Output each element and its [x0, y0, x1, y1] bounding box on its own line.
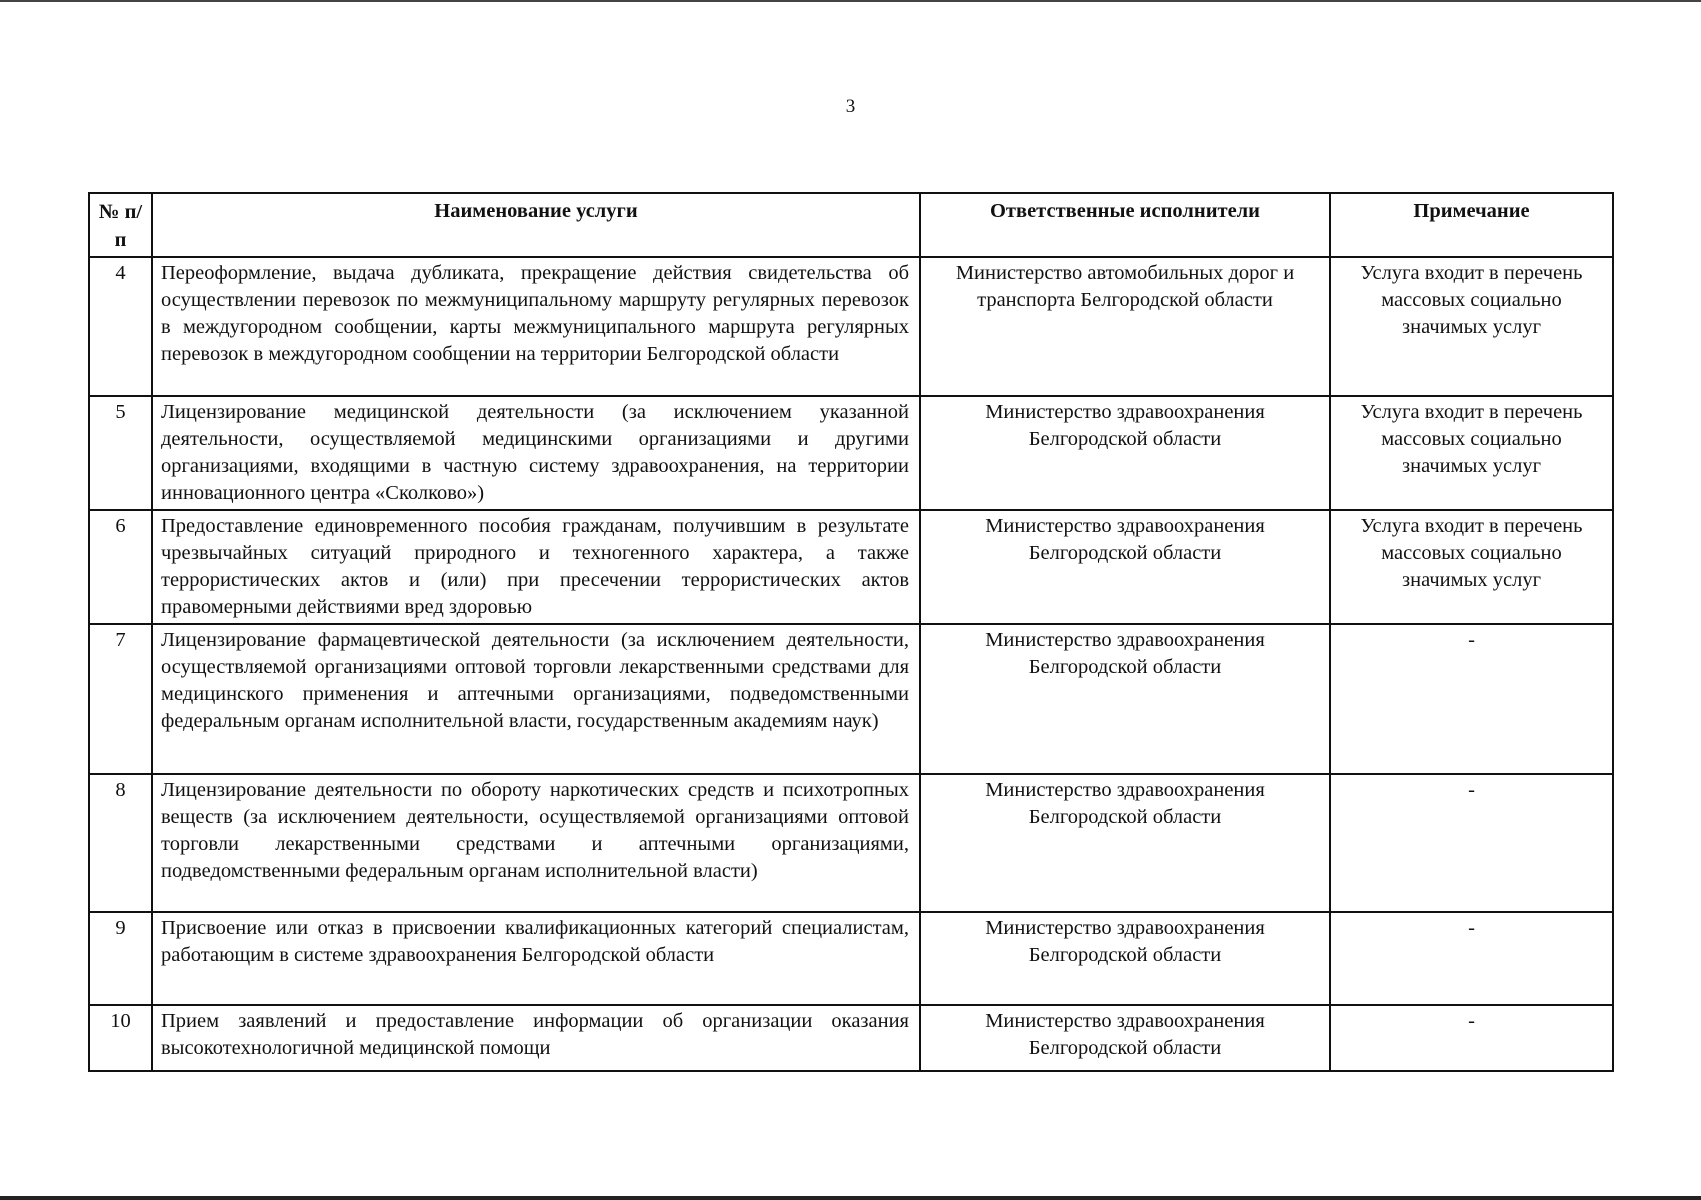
table-header-row	[89, 193, 1613, 257]
row-executors: Министерство здравоохранения Белгородской области	[920, 1005, 1330, 1071]
row-num: 5	[89, 396, 152, 510]
scan-edge-bottom	[0, 1196, 1701, 1200]
row-note: Услуга входит в перечень массовых социально значимых услуг	[1330, 257, 1613, 396]
row-note: -	[1330, 774, 1613, 912]
row-service-name: Лицензирование медицинской деятельности (за исключением указанной деятельности, осуществляемой медицинскими организациями и другими организациями, входящими в частную систему здравоохранения, на территории инновационного центра «Сколково»)	[152, 396, 920, 510]
row-note: Услуга входит в перечень массовых социально значимых услуг	[1330, 396, 1613, 510]
table-row	[89, 510, 1613, 624]
row-service-name: Предоставление единовременного пособия гражданам, получившим в результате чрезвычайных ситуаций природного и техногенного характера, а также террористических актов и (или) при пресечении террористических актов правомерными действиями вред здоровью	[152, 510, 920, 624]
row-num: 6	[89, 510, 152, 624]
table-row	[89, 396, 1613, 510]
header-note: Примечание	[1330, 193, 1613, 257]
services-table	[88, 192, 1614, 1072]
row-service-name: Присвоение или отказ в присвоении квалификационных категорий специалистам, работающим в системе здравоохранения Белгородской области	[152, 912, 920, 1005]
row-executors: Министерство здравоохранения Белгородской области	[920, 912, 1330, 1005]
row-service-name: Переоформление, выдача дубликата, прекращение действия свидетельства об осуществлении перевозок по межмуниципальному маршруту регулярных перевозок в междугородном сообщении, карты межмуниципального маршрута регулярных перевозок в междугородном сообщении на территории Белгородской области	[152, 257, 920, 396]
row-note: -	[1330, 912, 1613, 1005]
row-executors: Министерство здравоохранения Белгородской области	[920, 774, 1330, 912]
table-row	[89, 624, 1613, 774]
table-row	[89, 912, 1613, 1005]
row-num: 8	[89, 774, 152, 912]
table-row	[89, 257, 1613, 396]
table-row	[89, 1005, 1613, 1071]
header-name: Наименование услуги	[152, 193, 920, 257]
row-num: 10	[89, 1005, 152, 1071]
header-num: № п/п	[89, 193, 152, 257]
table-row	[89, 774, 1613, 912]
row-executors: Министерство здравоохранения Белгородской области	[920, 396, 1330, 510]
row-num: 7	[89, 624, 152, 774]
row-service-name: Лицензирование фармацевтической деятельности (за исключением деятельности, осуществляемой организациями оптовой торговли лекарственными средствами для медицинского применения и аптечными организациями, подведомственными федеральным органам исполнительной власти, государственным академиям наук)	[152, 624, 920, 774]
row-executors: Министерство автомобильных дорог и транспорта Белгородской области	[920, 257, 1330, 396]
header-executors: Ответственные исполнители	[920, 193, 1330, 257]
scan-edge-top	[0, 0, 1701, 2]
row-note: -	[1330, 624, 1613, 774]
row-num: 9	[89, 912, 152, 1005]
row-note: Услуга входит в перечень массовых социально значимых услуг	[1330, 510, 1613, 624]
row-service-name: Лицензирование деятельности по обороту наркотических средств и психотропных веществ (за исключением деятельности, осуществляемой организациями оптовой торговли лекарственными средствами и аптечными организациями, подведомственными федеральным органам исполнительной власти)	[152, 774, 920, 912]
page-number: 3	[845, 96, 856, 117]
row-executors: Министерство здравоохранения Белгородской области	[920, 510, 1330, 624]
row-num: 4	[89, 257, 152, 396]
row-executors: Министерство здравоохранения Белгородской области	[920, 624, 1330, 774]
row-service-name: Прием заявлений и предоставление информации об организации оказания высокотехнологичной медицинской помощи	[152, 1005, 920, 1071]
row-note: -	[1330, 1005, 1613, 1071]
